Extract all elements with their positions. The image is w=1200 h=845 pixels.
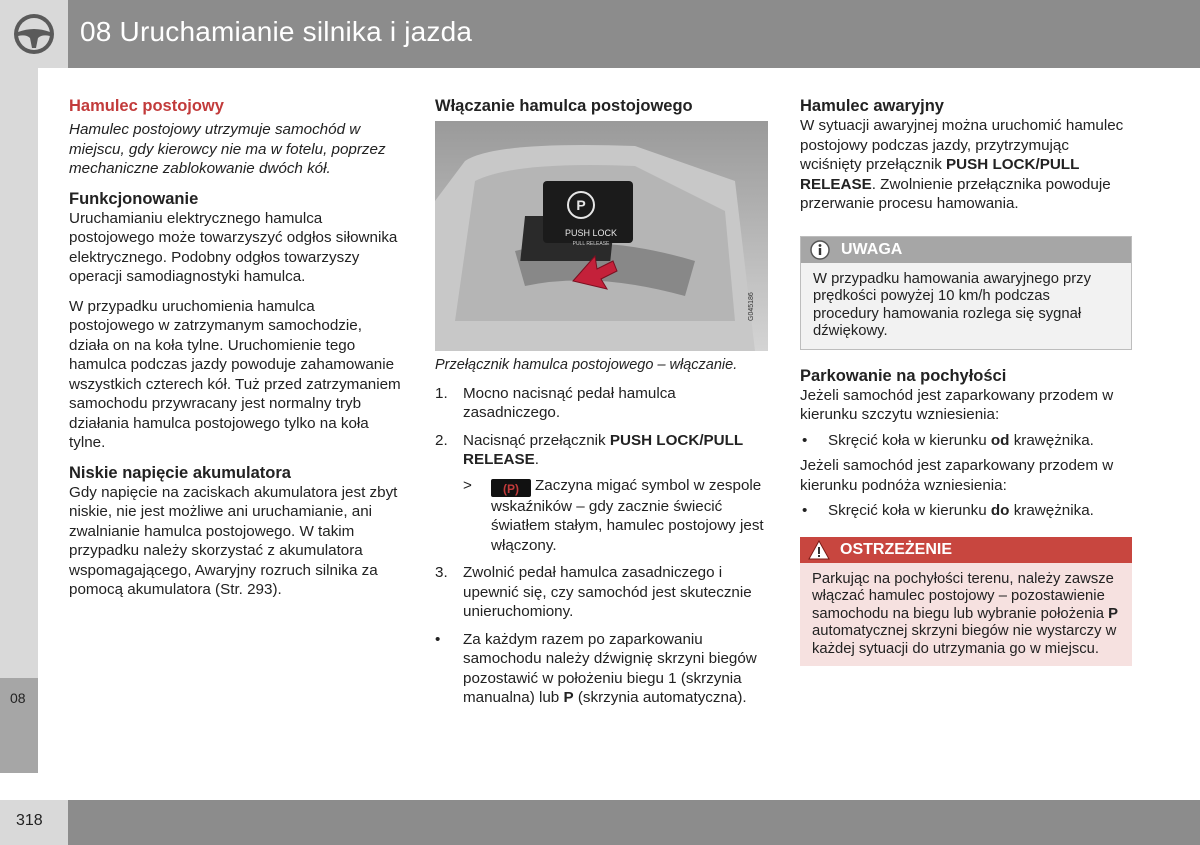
- footer-bar: [0, 800, 1200, 845]
- function-paragraph-1: Uruchamianiu elektrycznego hamulca postojowego może towarzyszyć odgłos siłownika elektrycznego. Podobny odgłos towarzyszy operacji samodiagnostyki hamulca.: [69, 209, 398, 285]
- function-heading: Funkcjonowanie: [69, 189, 199, 208]
- step-number: 3.: [435, 564, 448, 581]
- figure-caption: Przełącznik hamulca postojowego – włączanie.: [435, 357, 738, 373]
- note-header: [801, 237, 1131, 263]
- step-text: Mocno nacisnąć pedał hamulca zasadniczego.: [463, 384, 676, 421]
- note-title: UWAGA: [841, 240, 903, 258]
- info-icon: [809, 240, 831, 260]
- side-margin-bar: [0, 68, 38, 773]
- intro-text: Hamulec postojowy utrzymuje samochód w miejscu, gdy kierowcy nie ma w fotelu, poprzez mechaniczne zablokowanie dwóch kół.: [69, 121, 386, 177]
- bullet-dot: •: [802, 431, 808, 449]
- bullet-text: Skręcić koła w kierunku: [828, 502, 991, 519]
- warning-text-bold: P: [1108, 605, 1119, 622]
- parking-brake-symbol-icon: [491, 479, 531, 497]
- result-arrow: >: [463, 476, 472, 494]
- emergency-paragraph: [800, 116, 1132, 214]
- steering-wheel-icon: [0, 0, 68, 68]
- applying-heading: Włączanie hamulca postojowego: [435, 97, 693, 115]
- bullet-text: Za każdym razem po zaparkowaniu samochodu należy dźwignię skrzyni biegów pozostawić w położeniu biegu 1 (skrzynia manualna) lub: [463, 630, 757, 706]
- pull-release-label: PULL RELEASE: [572, 241, 610, 247]
- bullet-text-bold: P: [563, 689, 574, 706]
- bullet-text-end: (skrzynia automatyczna).: [573, 689, 747, 706]
- chapter-icon-box: [0, 0, 68, 68]
- function-paragraph-2: W przypadku uruchomienia hamulca postojowego w zatrzymanym samochodzie, działa on na koła tylne. Uruchomienie tego hamulca podczas jazdy powoduje zahamowanie wszystkich czterech kół. Tuż przed zatrzymaniem samochodu przywracany jest normalny tryb działania hamulca postojowego tylko na koła tylne.: [69, 297, 401, 451]
- step-item: [435, 384, 770, 423]
- chapter-tab-label: 08: [10, 690, 26, 706]
- slope-bullet-2: [800, 501, 1132, 521]
- bullet-text: Skręcić koła w kierunku: [828, 431, 991, 449]
- note-box: [800, 236, 1132, 350]
- warning-title: OSTRZEŻENIE: [840, 540, 953, 558]
- warning-text: [800, 563, 1132, 667]
- step-item: [435, 431, 770, 556]
- steps-list: [435, 384, 770, 708]
- bullet-text-bold: od: [990, 431, 1010, 449]
- emergency-text-end: . Zwolnienie przełącznika powoduje przerwanie procesu hamowania.: [800, 175, 1111, 212]
- step-text-end: .: [534, 451, 539, 468]
- bullet-text-end: krawężnika.: [1009, 502, 1094, 519]
- figure-code: G045186: [748, 292, 755, 321]
- note-text: W przypadku hamowania awaryjnego przy prędkości powyżej 10 km/h podczas procedury hamowania rozlega się sygnał dźwiękowy.: [801, 263, 1131, 349]
- emergency-heading: Hamulec awaryjny: [800, 97, 944, 115]
- column-emergency-brake: [800, 96, 1132, 666]
- battery-heading: Niskie napięcie akumulatora: [69, 463, 291, 482]
- column-parking-brake: [69, 96, 404, 600]
- warning-text-start: Parkując na pochyłości terenu, należy zawsze włączać hamulec postojowy – pozostawienie samochodu na biegu lub wybranie położenia: [812, 570, 1114, 622]
- warning-triangle-icon: [808, 540, 830, 560]
- bullet-text-bold: do: [990, 502, 1010, 519]
- emergency-text-bold: PUSH LOCK/PULL RELEASE: [800, 156, 1080, 193]
- brake-switch-figure: [435, 121, 768, 351]
- slope-paragraph-2: Jeżeli samochód jest zaparkowany przodem w kierunku podnóża wzniesienia:: [800, 457, 1114, 494]
- page-number: 318: [16, 812, 43, 829]
- warning-header: [800, 537, 1132, 563]
- page-title: 08 Uruchamianie silnika i jazda: [80, 16, 473, 47]
- step-text: Zwolnić pedał hamulca zasadniczego i upewnić się, czy samochód jest skutecznie unieruchomiony.: [463, 564, 752, 620]
- slope-heading: Parkowanie na pochyłości: [800, 366, 1007, 385]
- parking-brake-symbol-text: (P): [503, 481, 519, 496]
- slope-bullet-1: [800, 431, 1132, 451]
- bullet-dot: •: [802, 502, 808, 519]
- result-text: Zaczyna migać symbol w zespole wskaźników – gdy zacznie świecić światłem stałym, hamulec postojowy jest włączony.: [491, 476, 764, 554]
- svg-text:P: P: [576, 197, 586, 213]
- warning-text-end: automatycznej skrzyni biegów nie wystarczy w każdej sytuacji do utrzymania go w miejscu.: [812, 623, 1117, 657]
- step-number: 2.: [435, 431, 448, 449]
- step-text: Nacisnąć przełącznik: [463, 431, 610, 449]
- bullet-item: [435, 630, 770, 708]
- brake-switch-illustration: [435, 121, 768, 351]
- bullet-text-end: krawężnika.: [1009, 431, 1094, 449]
- battery-paragraph: Gdy napięcie na zaciskach akumulatora jest zbyt niskie, nie jest możliwe ani uruchamianie, ani zwalnianie hamulca postojowego. W takim przypadku należy skorzystać z akumulatora wspomagającego, Awaryjny rozruch silnika za pomocą akumulatora (Str. 293).: [69, 483, 398, 598]
- slope-paragraph-1: Jeżeli samochód jest zaparkowany przodem w kierunku szczytu wzniesienia:: [800, 386, 1114, 423]
- step-number: 1.: [435, 384, 448, 402]
- column-applying-brake: [435, 96, 770, 716]
- warning-box: [800, 537, 1132, 667]
- bullet-dot: •: [435, 630, 441, 648]
- emergency-text: W sytuacji awaryjnej można uruchomić hamulec postojowy podczas jazdy, przytrzymując wciśnięty przełącznik: [800, 117, 1124, 173]
- step-result: [463, 476, 770, 556]
- step-text-bold: PUSH LOCK/PULL RELEASE: [463, 431, 743, 468]
- step-item: [435, 563, 770, 622]
- push-lock-label: PUSH LOCK: [564, 228, 618, 238]
- section-title: Hamulec postojowy: [69, 97, 224, 115]
